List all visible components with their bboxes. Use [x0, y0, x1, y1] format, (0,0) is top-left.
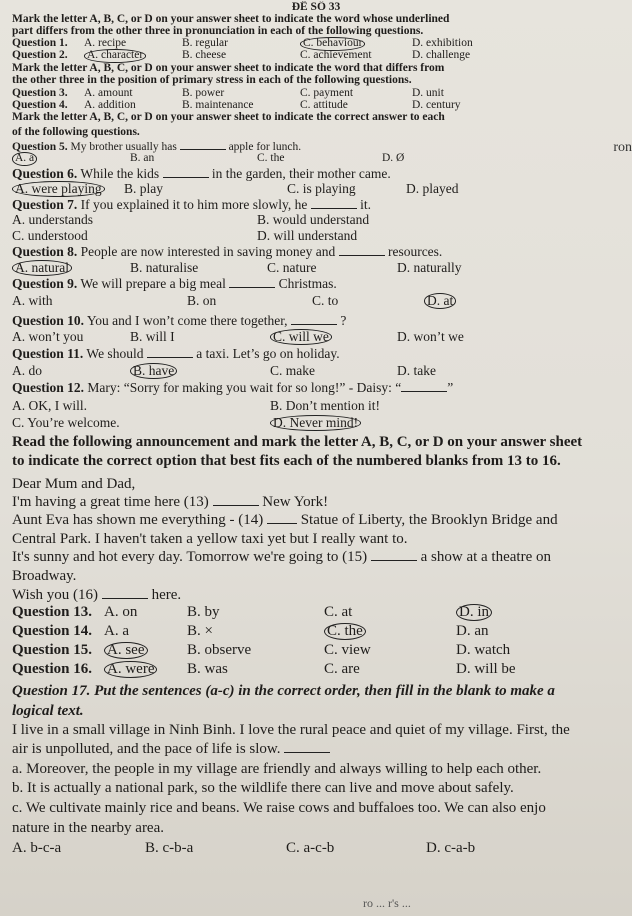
question-13 [12, 604, 624, 623]
q17-sentence-c-1: c. We cultivate mainly rice and beans. We raise cows and buffaloes too. We can also enjo [12, 800, 546, 816]
question-16 [12, 661, 624, 680]
question-10-label: Question 10. [12, 313, 85, 328]
blank-13[interactable] [213, 495, 259, 506]
q17-sentence-b: b. It is actually a national park, so the wildlife there can live and move about safely. [12, 780, 514, 796]
instruction-stress-2: the other three in the position of primary stress in each of the following questions. [12, 74, 412, 86]
question-11-options [12, 363, 624, 380]
passage-line-4-b: a show at a theatre on [420, 549, 551, 565]
question-13-option-b[interactable]: B. by [187, 604, 220, 620]
question-12-stem-a: Mary: “Sorry for making you wait for so long!” - Daisy: “ [87, 380, 402, 395]
question-5-options [12, 152, 624, 167]
question-10-option-d[interactable]: D. won’t we [397, 329, 464, 344]
question-6-label: Question 6. [12, 166, 78, 181]
question-9-option-b[interactable]: B. on [187, 293, 217, 308]
question-7-stem-b: it. [360, 197, 371, 212]
question-3-label: Question 3. [12, 87, 68, 99]
question-6-blank[interactable] [163, 167, 209, 178]
question-9-option-d-text: D. at [424, 293, 456, 309]
question-12-option-d-text: D. Never mind! [270, 415, 361, 431]
question-14-option-b[interactable]: B. × [187, 623, 213, 639]
instruction-stress-1: Mark the letter A, B, C, or D on your answer sheet to indicate the word that differs from [12, 62, 445, 74]
question-13-option-d-text: D. in [456, 604, 492, 621]
question-8-stem-a: People are now interested in saving money and [80, 244, 336, 259]
question-6-options [12, 181, 624, 197]
question-12-blank[interactable] [401, 381, 447, 392]
blank-15[interactable] [371, 550, 417, 561]
question-7-option-d[interactable]: D. will understand [257, 228, 358, 243]
passage-line-2-b: Statue of Liberty, the Brooklyn Bridge and [300, 512, 558, 528]
question-12-options-cd [12, 415, 624, 432]
question-7-stem-a: If you explained it to him more slowly, he [80, 197, 308, 212]
question-15-option-c[interactable]: C. view [324, 642, 371, 658]
question-8-stem-b: resources. [387, 244, 443, 259]
question-10-options [12, 329, 624, 346]
question-14-label: Question 14. [12, 623, 93, 639]
question-17-options [12, 840, 624, 860]
question-13-option-a[interactable]: A. on [104, 604, 138, 620]
question-11-label: Question 11. [12, 346, 84, 361]
question-6-option-a[interactable] [12, 181, 105, 197]
question-10-option-c[interactable] [270, 329, 332, 345]
question-4-option-b[interactable]: B. maintenance [182, 99, 254, 111]
question-1-option-d[interactable]: D. exhibition [412, 37, 473, 49]
question-12-options-ab [12, 398, 624, 415]
question-15-label: Question 15. [12, 642, 93, 658]
question-17-option-d[interactable]: D. c-a-b [426, 840, 476, 856]
question-7-label: Question 7. [12, 197, 78, 212]
question-12-stem-b: ” [447, 380, 454, 395]
question-11-option-b[interactable] [130, 363, 177, 379]
question-10-option-b[interactable]: B. will I [130, 329, 175, 344]
question-11-stem-a: We should [86, 346, 144, 361]
question-7-blank[interactable] [311, 198, 357, 209]
question-2 [12, 49, 624, 63]
question-9-stem [12, 276, 624, 292]
question-9-option-d[interactable] [424, 293, 456, 309]
question-4-option-d[interactable]: D. century [412, 99, 461, 111]
question-6-option-b[interactable]: B. play [124, 181, 163, 196]
question-5-blank[interactable] [180, 139, 226, 150]
question-3-option-b[interactable]: B. power [182, 87, 225, 99]
question-11-stem [12, 346, 624, 362]
question-8-stem [12, 244, 624, 260]
passage-greeting: Dear Mum and Dad, [12, 476, 136, 492]
question-9-options [12, 293, 624, 310]
instruction-pronunciation-2: part differs from the other three in pronunciation in each of the following questions. [12, 25, 424, 37]
question-8-label: Question 8. [12, 244, 78, 259]
question-8-options [12, 260, 624, 276]
question-7-stem [12, 197, 624, 213]
question-11-blank[interactable] [147, 347, 193, 358]
question-1-label: Question 1. [12, 37, 68, 49]
question-11-option-d[interactable]: D. take [397, 363, 436, 378]
instruction-correct-2: of the following questions. [12, 126, 140, 138]
passage-line-4 [12, 549, 624, 566]
question-12-option-c[interactable]: C. You’re welcome. [12, 415, 120, 430]
passage-line-6 [12, 587, 624, 604]
question-10-stem-a: You and I won’t come there together, [86, 313, 288, 328]
question-7-options-cd [12, 228, 624, 244]
question-6-option-c[interactable]: C. is playing [287, 181, 356, 196]
question-15-option-b[interactable]: B. observe [187, 642, 252, 658]
question-1-option-c-text: C. behaviour [300, 37, 365, 51]
question-1-option-a[interactable]: A. recipe [84, 37, 127, 49]
passage-line-6-a: Wish you (16) [12, 587, 99, 603]
question-17-option-c[interactable]: C. a-c-b [286, 840, 335, 856]
instruction-order-2: logical text. [12, 703, 84, 719]
passage-line-3: Central Park. I haven't taken a yellow taxi yet but I really want to. [12, 531, 408, 547]
question-7-option-b[interactable]: B. would understand [257, 212, 370, 227]
blank-17[interactable] [284, 742, 330, 753]
question-12-option-b[interactable]: B. Don’t mention it! [270, 398, 380, 413]
question-3-option-a[interactable]: A. amount [84, 87, 133, 99]
question-16-option-c[interactable]: C. are [324, 661, 360, 677]
question-9-option-a[interactable]: A. with [12, 293, 53, 308]
passage-line-5: Broadway. [12, 568, 77, 584]
question-16-option-b[interactable]: B. was [187, 661, 228, 677]
question-17-option-a[interactable]: A. b-c-a [12, 840, 62, 856]
instruction-cloze-2: to indicate the correct option that best fits each of the numbered blanks from 13 to 16. [12, 453, 561, 469]
question-2-option-a[interactable] [84, 49, 146, 63]
question-10-blank[interactable] [291, 314, 337, 325]
question-6-stem [12, 166, 624, 182]
question-8-option-d[interactable]: D. naturally [397, 260, 462, 275]
question-4-label: Question 4. [12, 99, 68, 111]
passage-line-6-b: here. [151, 587, 182, 603]
question-3-option-d[interactable]: D. unit [412, 87, 444, 99]
question-5-option-b[interactable]: B. an [130, 152, 155, 164]
question-7-option-a[interactable]: A. understands [12, 212, 93, 227]
question-16-option-a[interactable] [104, 661, 157, 678]
question-10-stem [12, 313, 624, 329]
question-5-option-c[interactable]: C. the [257, 152, 285, 164]
bottom-scribble: ro ... r's ... [360, 896, 411, 910]
passage-line-2 [12, 512, 624, 529]
passage-line-1-b: New York! [262, 494, 329, 510]
question-10-option-a[interactable]: A. won’t you [12, 329, 84, 344]
page-title: ĐỀ SỐ 33 [291, 1, 341, 13]
question-16-label: Question 16. [12, 661, 93, 677]
question-5-stem-b: apple for lunch. [228, 141, 302, 153]
q17-sentence-a: a. Moreover, the people in my village are friendly and always willing to help each other. [12, 761, 542, 777]
question-10-option-c-text: C. will we [270, 329, 332, 345]
question-16-option-a-text: A. were [104, 661, 157, 678]
blank-16[interactable] [102, 588, 148, 599]
q17-sentence-c-2: nature in the nearby area. [12, 820, 164, 836]
question-4-option-c[interactable]: C. attitude [300, 99, 348, 111]
q17-intro-1: I live in a small village in Ninh Binh. I love the rural peace and quiet of my village. First, the [12, 722, 570, 738]
question-8-option-a[interactable] [12, 260, 72, 276]
passage-line-1 [12, 494, 624, 511]
question-15-option-a[interactable] [104, 642, 148, 659]
question-2-option-b[interactable]: B. cheese [182, 49, 227, 61]
question-11-option-a[interactable]: A. do [12, 363, 42, 378]
passage-line-1-a: I'm having a great time here (13) [12, 494, 209, 510]
question-8-blank[interactable] [339, 245, 385, 256]
question-13-option-c[interactable]: C. at [324, 604, 353, 620]
blank-14[interactable] [267, 513, 297, 524]
margin-note: ron [613, 140, 632, 155]
question-3-option-c[interactable]: C. payment [300, 87, 354, 99]
question-12-label: Question 12. [12, 380, 85, 395]
question-15-option-a-text: A. see [104, 642, 148, 659]
question-5-option-a-text: A. a [12, 152, 37, 166]
question-14-option-c-text: C. the [324, 623, 366, 640]
instruction-pronunciation-1: Mark the letter A, B, C, or D on your answer sheet to indicate the word whose underlined [12, 13, 450, 25]
instruction-order-1: Question 17. Put the sentences (a-c) in the correct order, then fill in the blank to make a [12, 683, 555, 699]
question-12-stem [12, 380, 624, 396]
question-12-option-d[interactable] [270, 415, 361, 431]
q17-intro-2-text: air is unpolluted, and the pace of life is slow. [12, 741, 281, 757]
question-13-option-d[interactable] [456, 604, 492, 621]
question-9-blank[interactable] [229, 277, 275, 288]
question-1-option-b[interactable]: B. regular [182, 37, 228, 49]
question-9-label: Question 9. [12, 276, 78, 291]
question-16-option-d[interactable]: D. will be [456, 661, 516, 677]
question-11-stem-b: a taxi. Let’s go on holiday. [196, 346, 340, 361]
question-15 [12, 642, 624, 661]
question-2-option-c[interactable]: C. achievement [300, 49, 372, 61]
question-13-label: Question 13. [12, 604, 93, 620]
question-6-option-d[interactable]: D. played [406, 181, 459, 196]
instruction-cloze-1: Read the following announcement and mark the letter A, B, C, or D on your answer sheet [12, 434, 583, 450]
passage-line-4-a: It's sunny and hot every day. Tomorrow we're going to (15) [12, 549, 368, 565]
question-5-option-d[interactable]: D. Ø [382, 152, 405, 164]
question-9-stem-a: We will prepare a big meal [80, 276, 226, 291]
question-11-option-b-text: B. have [130, 363, 177, 379]
question-12-option-a[interactable]: A. OK, I will. [12, 398, 87, 413]
question-8-option-a-text: A. natural [12, 260, 72, 276]
passage-line-2-a: Aunt Eva has shown me everything - (14) [12, 512, 264, 528]
question-10-stem-b: ? [340, 313, 347, 328]
question-7-option-c[interactable]: C. understood [12, 228, 88, 243]
question-14 [12, 623, 624, 642]
question-5-label: Question 5. [12, 141, 68, 153]
question-15-option-d[interactable]: D. watch [456, 642, 511, 658]
question-14-option-c[interactable] [324, 623, 366, 640]
question-9-option-c[interactable]: C. to [312, 293, 339, 308]
question-6-stem-b: in the garden, their mother came. [211, 166, 391, 181]
question-6-stem-a: While the kids [80, 166, 160, 181]
question-2-option-a-text: A. character [84, 49, 146, 63]
question-11-option-c[interactable]: C. make [270, 363, 315, 378]
question-8-option-c[interactable]: C. nature [267, 260, 317, 275]
instruction-correct-1: Mark the letter A, B, C, or D on your answer sheet to indicate the correct answer to each [12, 111, 445, 123]
question-5-stem-a: My brother usually has [70, 141, 177, 153]
question-2-label: Question 2. [12, 49, 68, 61]
question-5-option-a[interactable] [12, 152, 37, 166]
question-2-option-d[interactable]: D. challenge [412, 49, 471, 61]
question-9-stem-b: Christmas. [278, 276, 337, 291]
question-17-option-b[interactable]: B. c-b-a [145, 840, 194, 856]
question-7-options-ab [12, 212, 624, 228]
question-14-option-a[interactable]: A. a [104, 623, 129, 639]
question-4-option-a[interactable]: A. addition [84, 99, 136, 111]
q17-intro-2 [12, 741, 624, 758]
question-8-option-b[interactable]: B. naturalise [130, 260, 199, 275]
question-6-option-a-text: A. were playing [12, 181, 105, 197]
question-14-option-d[interactable]: D. an [456, 623, 489, 639]
